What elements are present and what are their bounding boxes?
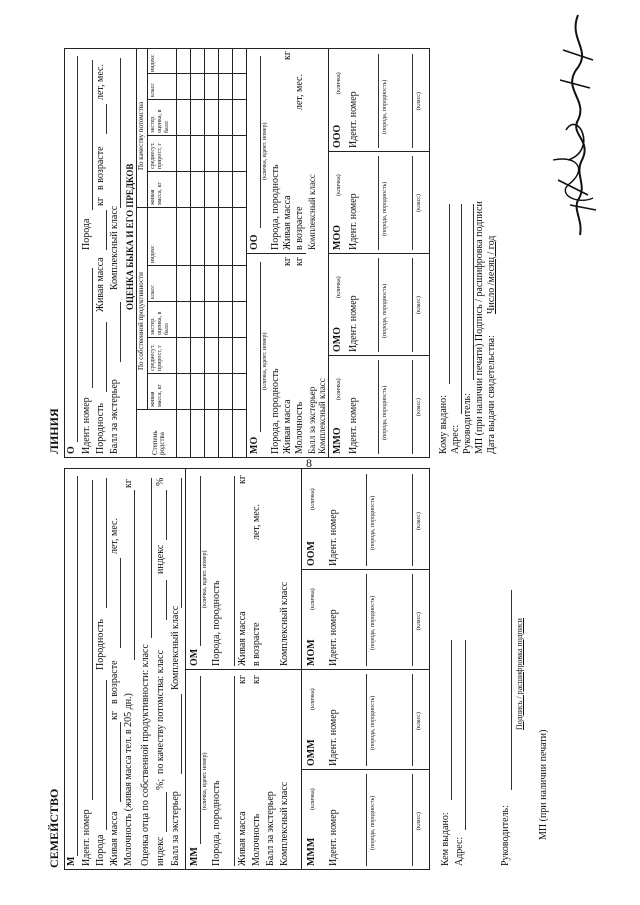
om-sub: (кличка, идент. номер) [202,550,208,608]
ooo-nickname: (кличка) [336,72,342,94]
oo-sub: (кличка, идент. номер) [262,122,268,180]
o-years-months: лет, мес. [95,63,106,100]
o-at-age: в возрасте [95,146,106,190]
mm-milk-kg: кг [251,675,262,684]
col-weight: живая масса, кг [150,384,163,407]
col-gain-off: среднесут. прирост, г [150,142,163,169]
mo-milk-kg: кг [294,257,305,266]
oom-ident: Идент. номер [328,509,339,566]
m-label: М [66,856,77,866]
mp-sig-right: МП (при наличии печати) Подпись / расшифровка подписи [474,201,485,454]
o-complex-class: Комплексный класс [109,205,120,290]
mmm-class-sub: (класс) [416,812,422,830]
omm-label: ОММ [306,739,317,766]
father-eval-label: Оценка отца по собственной продуктивности: класс [140,644,151,866]
head-right: Руководитель: [462,393,473,454]
mm-breed-breeding: Порода, породность [211,780,222,866]
mmo-nickname: (кличка) [336,378,342,400]
ooo-ident: Идент. номер [348,91,359,148]
mo-label: МО [249,436,260,454]
mo-milkness: Молочность [294,401,305,454]
o-ident: Идент. номер [81,397,92,454]
mmm-breed-sub: (порода, породность) [370,795,376,850]
mm-sub: (кличка, идент. номер) [202,752,208,810]
mm-kg: кг [237,675,248,684]
mom-class-sub: (класс) [416,612,422,630]
oo-live-weight: Живая масса [282,195,293,250]
mo-kg: кг [282,257,293,266]
date-format: Число /месяц / год [486,235,497,314]
mmo-label: ММО [332,427,343,454]
issued-to-right: Кому выдано: [438,395,449,454]
at-age-label: в возрасте [109,660,120,704]
omo-ident: Идент. номер [348,295,359,352]
milk-label: Молочность (живая масса тел. в 205 дн.) [123,693,134,866]
years-months-label: лет, мес. [109,517,120,554]
omo-breed-sub: (порода, породность) [382,283,388,338]
oom-class-sub: (класс) [416,512,422,530]
complex-class-label: Комплексный класс [170,605,181,690]
oo-label: ОО [249,234,260,250]
mm-milkness: Молочность [251,813,262,866]
own-prod-header: По собственной продуктивности [137,272,145,370]
oo-years-months: лет, мес. [294,73,305,110]
mo-complex-class: Комплексный класс [317,378,327,454]
moo-ident: Идент. номер [348,193,359,250]
mp-label: МП (при наличии печати) [538,729,549,840]
offspring-header: По качеству потомства [137,101,145,170]
issued-to-label: Кем выдано: [440,812,451,866]
mo-exterior: Балл за экстерьер [307,386,317,454]
mo-live-weight: Живая масса [282,399,293,454]
ident-label: Идент. номер [81,809,92,866]
mo-sub: (кличка, идент. номер) [262,332,268,390]
moo-label: МОО [332,225,343,250]
line-title: ЛИНИЯ [47,408,61,454]
o-label: О [66,446,77,454]
moo-class-sub: (класс) [416,194,422,212]
om-years-months: лет, мес. [251,503,262,540]
head-label: Руководитель: [500,805,511,866]
exterior-label: Балл за экстерьер [170,791,181,866]
address-label: Адрес: [454,836,465,866]
o-breeding: Породность [95,403,106,454]
omm-nickname: (кличка) [310,688,316,710]
mom-nickname: (кличка) [310,588,316,610]
mom-label: МОМ [306,639,317,666]
sig-caption: Подпись / расшифровка подписи [515,618,524,730]
index2-label: индекс [155,544,166,574]
omo-label: ОМО [332,327,343,352]
ooo-label: ООО [332,124,343,148]
oo-breed-breeding: Порода, породность [270,164,281,250]
milk-kg: кг [123,479,134,488]
col-index: индекс [150,245,156,263]
ooo-class-sub: (класс) [416,92,422,110]
o-kg: кг [95,197,106,206]
omo-class-sub: (класс) [416,296,422,314]
mmm-nickname: (кличка) [310,788,316,810]
mm-complex-class: Комплексный класс [279,781,290,866]
index-label: индекс [155,836,166,866]
mo-breed-breeding: Порода, породность [270,368,281,454]
oom-nickname: (кличка) [310,488,316,510]
omm-ident: Идент. номер [328,709,339,766]
om-complex-class: Комплексный класс [279,581,290,666]
mm-live-weight: Живая масса [237,811,248,866]
col-class-off: класс [150,83,156,97]
moo-breed-sub: (порода, породность) [382,181,388,236]
kg-unit: кг [109,711,120,720]
oom-breed-sub: (порода, породность) [370,495,376,550]
ooo-breed-sub: (порода, породность) [382,79,388,134]
omo-nickname: (кличка) [336,276,342,298]
o-exterior: Балл за экстерьер [109,379,120,454]
offspring-quality-label: по качеству потомства: класс [155,650,166,774]
o-live-weight: Живая масса [95,257,106,312]
oo-kg: кг [282,51,293,60]
pct2-label: % [155,477,166,486]
o-breed: Порода [81,218,92,250]
col-ext-off: экстер. оценка, в балл [150,109,170,133]
mmo-breed-sub: (порода, породность) [382,385,388,440]
omm-breed-sub: (порода, породность) [370,695,376,750]
col-class: класс [150,285,156,299]
mom-ident: Идент. номер [328,609,339,666]
live-weight-label: Живая масса [109,811,120,866]
rotated-form [48,40,578,870]
address-right: Адрес: [450,424,461,454]
om-breed-breeding: Порода, породность [211,580,222,666]
page-number: 8 [306,456,312,470]
omm-class-sub: (класс) [416,712,422,730]
col-exterior: экстер. оценка, в балл [150,311,170,335]
mmm-ident: Идент. номер [328,809,339,866]
mm-exterior: Балл за экстерьер [265,791,276,866]
date-issued-label: Дата выдачи свидетельства: [486,335,497,454]
mmo-ident: Идент. номер [348,397,359,454]
om-live-weight: Живая масса [237,611,248,666]
breed-label: Порода [95,834,106,866]
moo-nickname: (кличка) [336,174,342,196]
col-gain: среднесут. прирост, г [150,344,163,371]
eval-title: ОЦЕНКА БЫКА И ЕГО ПРЕДКОВ [125,163,135,310]
mmo-class-sub: (класс) [416,398,422,416]
om-label: ОМ [189,648,200,666]
pct-label: %; [155,778,166,790]
col-weight-off: живая масса, кг [150,182,163,205]
mm-label: ММ [189,847,200,866]
col-index-off: индекс [150,54,156,72]
om-kg: кг [237,475,248,484]
breeding-label: Породность [95,619,106,670]
oo-at-age: в возрасте [294,206,305,250]
mmm-label: МММ [306,837,317,866]
oo-complex-class: Комплексный класс [307,174,317,250]
oom-label: ООМ [306,541,317,566]
degree-header: Степень родства [151,430,166,455]
family-title: СЕМЕЙСТВО [47,788,61,868]
mom-breed-sub: (порода, породность) [370,595,376,650]
om-at-age: в возрасте [251,622,262,666]
